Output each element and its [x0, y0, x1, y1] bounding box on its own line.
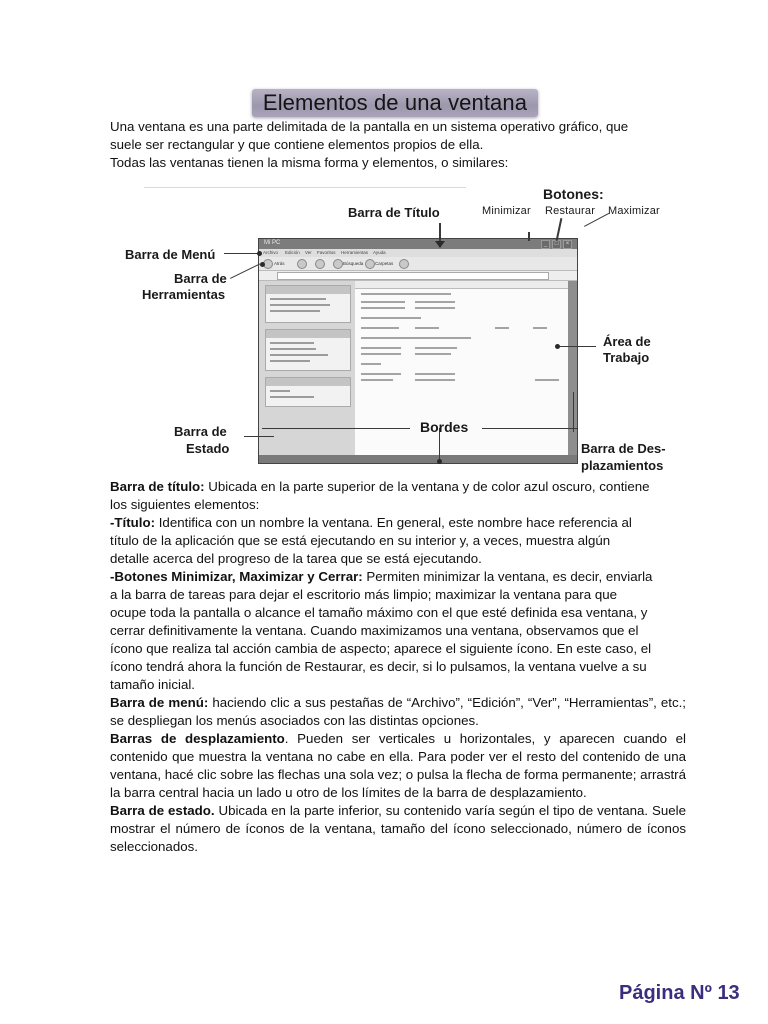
window-menubar: Archivo Edición Ver Favoritos Herramientas Ayuda	[259, 249, 577, 257]
work-area-pointer	[558, 346, 596, 347]
label-menu-bar: Barra de Menú	[125, 247, 216, 262]
body-line: ícono que realiza tal acción cambia de aspecto; aparece el siguiente ícono. En este caso, el	[110, 641, 652, 656]
body-text-span: Permiten minimizar la ventana, es decir, enviarla	[362, 569, 653, 584]
page-title: Elementos de una ventana	[262, 90, 528, 115]
label-maximize: Maximizar	[608, 205, 660, 217]
toolbar-pointer	[230, 264, 260, 279]
window-toolbar: Atrás Búsqueda Carpetas	[259, 257, 577, 271]
term-scrollbars: Barras de desplazamiento	[110, 731, 285, 746]
window-screenshot	[258, 238, 578, 464]
body-line: ocupe toda la pantalla o alcance el tamaño máximo con el que esté definida esa ventana, y	[110, 605, 648, 620]
title-bar-pointer	[439, 223, 441, 243]
intro-text	[110, 118, 690, 172]
body-line: ícono tendrá ahora la función de Restaurar, es decir, si lo pulsamos, la ventana vuelve a su	[110, 659, 647, 674]
task-pane-box	[265, 285, 351, 323]
borders-pointer-left	[262, 428, 410, 429]
label-work-area-1: Área de	[603, 334, 651, 349]
close-icon: ×	[563, 240, 572, 249]
pointer-dot	[555, 344, 560, 349]
label-status-bar-1: Barra de	[174, 424, 227, 439]
intro-line: Todas las ventanas tienen la misma forma y elementos, o similares:	[110, 155, 509, 170]
minimize-pointer	[528, 232, 530, 241]
window-title-text: Mi PC	[264, 240, 281, 246]
term-window-buttons: -Botones Minimizar, Maximizar y Cerrar:	[110, 569, 363, 584]
pointer-dot	[437, 459, 442, 464]
column-header	[355, 281, 568, 289]
forward-icon	[297, 259, 307, 269]
body-line: tamaño inicial.	[110, 677, 195, 692]
borders-pointer-right	[482, 428, 578, 429]
address-input	[277, 272, 549, 280]
views-icon	[399, 259, 409, 269]
menu-bar-pointer	[224, 253, 261, 254]
pointer-dot	[257, 251, 262, 256]
search-icon	[333, 259, 343, 269]
window-address-bar	[259, 271, 577, 281]
body-line: detalle acerca del progreso de la tarea que se está ejecutando.	[110, 551, 482, 566]
label-buttons: Botones:	[543, 186, 604, 202]
minimize-icon: _	[541, 240, 550, 249]
label-title-bar: Barra de Título	[348, 205, 440, 220]
label-status-bar-2: Estado	[186, 441, 230, 456]
scrollbar-pointer	[573, 392, 574, 432]
up-folder-icon	[315, 259, 325, 269]
window-status-bar	[259, 455, 577, 463]
figure-top-border	[144, 187, 466, 188]
body-text-span: . Pueden ser verticales u horizontales, y aparecen cuando el contenido que muestra la ventana no cabe en ella. Para poder ver el resto del contenido de una ventana, hacé clic sobre las flechas una sola vez; o pulsa la flecha de forma permanente; arrastrá la barra central hacia un lado u otro de los límites de la barra de desplazamiento.	[110, 731, 687, 800]
label-toolbar-1: Barra de	[174, 271, 227, 286]
intro-line: Una ventana es una parte delimitada de la pantalla en un sistema operativo gráfico, que	[110, 119, 629, 134]
body-text-span: Ubicada en la parte inferior, su contenido varía según el tipo de ventana. Suele mostrar el número de íconos de la ventana, tamaño del ícono seleccionado, número de íconos seleccionados.	[110, 803, 686, 854]
body-text-span: Identifica con un nombre la ventana. En general, este nombre hace referencia al	[155, 515, 632, 530]
page-number: Página Nº 13	[619, 982, 740, 1004]
label-scrollbar-2: plazamientos	[581, 458, 664, 473]
term-title-bar: Barra de título:	[110, 479, 205, 494]
term-status-bar: Barra de estado.	[110, 803, 215, 818]
term-menu-bar: Barra de menú:	[110, 695, 209, 710]
label-minimize: Minimizar	[482, 205, 531, 217]
body-text-span: haciendo clic a sus pestañas de “Archivo”, “Edición”, “Ver”, “Herramientas”, etc.; se despliegan los menús asociados con las distintas opciones.	[110, 695, 687, 728]
intro-line: suele ser rectangular y que contiene elementos propios de ella.	[110, 137, 484, 152]
label-borders: Bordes	[420, 419, 469, 435]
label-scrollbar-1: Barra de Des-	[581, 441, 666, 456]
body-line: título de la aplicación que se está ejecutando en su interior y, a veces, muestra algún	[110, 533, 611, 548]
status-bar-pointer	[244, 436, 274, 437]
label-restore: Restaurar	[545, 205, 596, 217]
restore-icon: □	[552, 240, 561, 249]
window-diagram	[110, 186, 690, 476]
label-work-area-2: Trabajo	[603, 350, 650, 365]
label-toolbar-2: Herramientas	[142, 287, 226, 302]
body-line: cerrar definitivamente la ventana. Cuando maximizamos una ventana, observamos que el	[110, 623, 639, 638]
arrowhead	[435, 241, 445, 248]
folders-icon	[365, 259, 375, 269]
body-text	[110, 478, 686, 856]
body-text-span: Ubicada en la parte superior de la ventana y de color azul oscuro, contiene	[204, 479, 650, 494]
task-pane-box	[265, 329, 351, 371]
task-pane-box	[265, 377, 351, 407]
body-line: los siguientes elementos:	[110, 497, 260, 512]
body-line: a la barra de tareas para dejar el escritorio más limpio; maximizar la ventana para que	[110, 587, 618, 602]
pointer-dot	[260, 262, 265, 267]
term-title: -Título:	[110, 515, 156, 530]
